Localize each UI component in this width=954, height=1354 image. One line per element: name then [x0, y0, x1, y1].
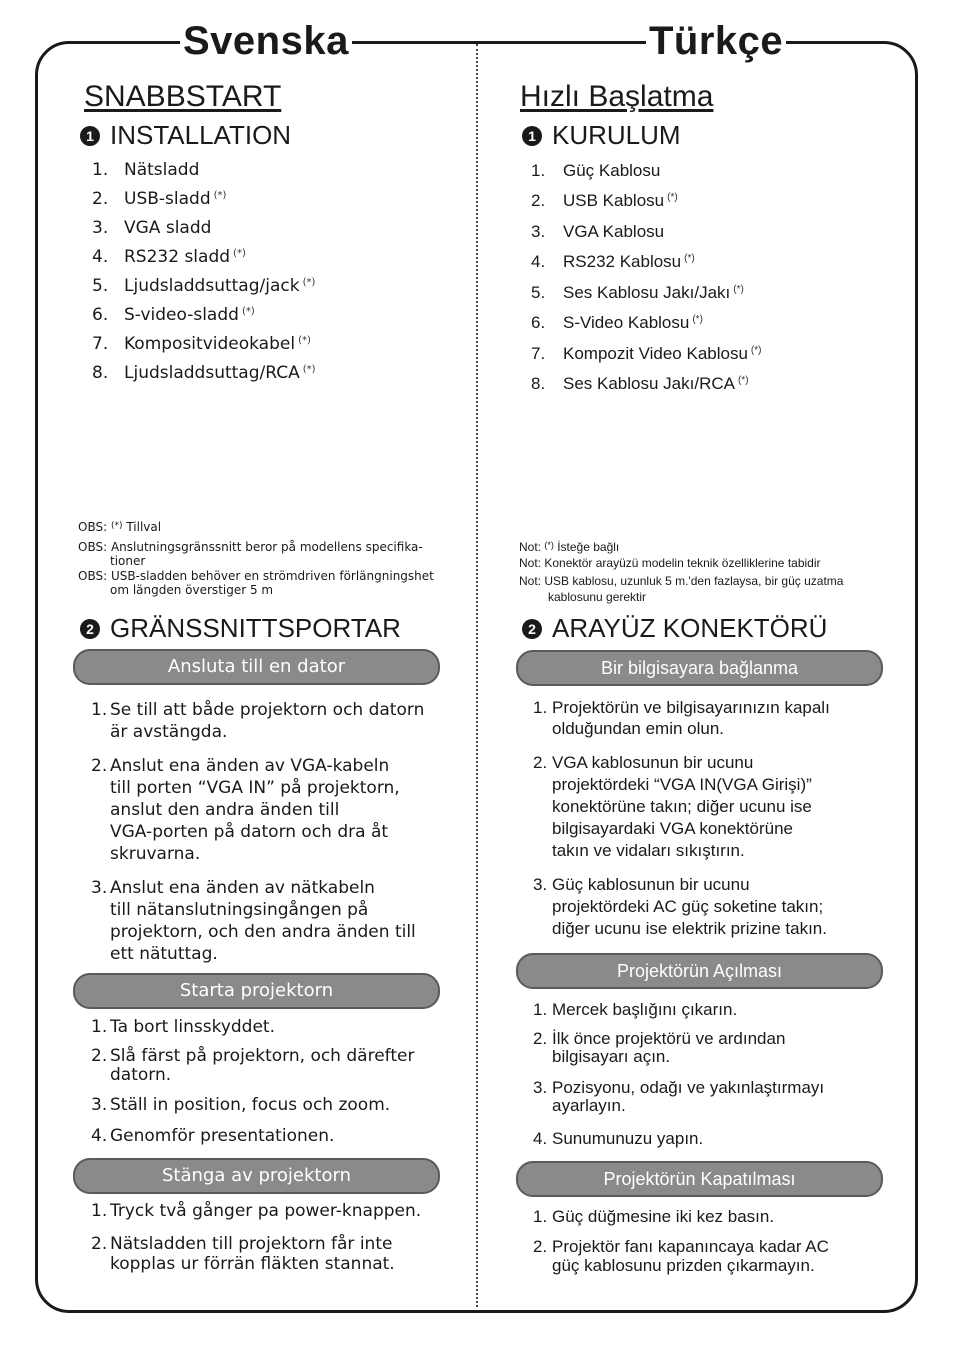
list-item: 3. VGA Kablosu [531, 222, 665, 241]
start-steps [91, 1016, 451, 1147]
list-item: 5. Ses Kablosu Jakı/Jakı (*) [531, 283, 744, 302]
section-title-shutdown: Projektörün Kapatılması [516, 1161, 883, 1197]
list-item: 2. Slå färst på projektorn, och därefter datorn. [91, 1046, 415, 1085]
list-item: 3. Pozisyonu, odağı ve yakınlaştırmayı ayarlayın. [533, 1078, 825, 1115]
connect-steps [91, 699, 451, 965]
note: OBS: USB-sladden behöver en strömdriven förlängningshet om längden överstiger 5 m [78, 569, 434, 597]
quick-start-title: Hızlı Başlatma [520, 80, 714, 113]
note: Not: (*) İsteğe bağlı [519, 540, 620, 554]
connect-steps [533, 697, 903, 940]
list-item: 1. Nätsladd [92, 160, 200, 180]
list-item: 3. Güç kablosunun bir ucunu projektördeki AC güç soketine takın; diğer ucunu ise elektrik prizine takın. [533, 875, 827, 938]
list-item: 4. RS232 Kablosu (*) [531, 252, 695, 271]
list-item: 1. Güç Kablosu [531, 161, 661, 180]
list-item: 6. S-video-sladd (*) [92, 305, 255, 325]
list-item: 7. Kompositvideokabel (*) [92, 334, 311, 354]
list-item: 3. Ställ in position, focus och zoom. [91, 1095, 391, 1115]
list-item: 7. Kompozit Video Kablosu (*) [531, 344, 762, 363]
list-item: 4. RS232 sladd (*) [92, 247, 246, 267]
installation-heading: 1 INSTALLATION [80, 120, 291, 151]
list-item: 6. S-Video Kablosu (*) [531, 313, 703, 332]
shutdown-steps [533, 1206, 903, 1275]
column-divider [476, 44, 478, 1307]
list-item: 4. Sunumunuzu yapın. [533, 1129, 704, 1148]
note: Not: Konektör arayüzü modelin teknik özelliklerine tabidir [519, 556, 821, 570]
installation-heading: 1 KURULUM [522, 120, 681, 151]
step-one-badge: 1 [522, 126, 542, 146]
ports-heading: 2 GRÄNSSNITTSPORTAR [80, 613, 401, 644]
shutdown-steps [91, 1200, 451, 1274]
list-item: 8. Ses Kablosu Jakı/RCA (*) [531, 374, 749, 393]
list-item: 2. Anslut ena änden av VGA-kabeln till porten “VGA IN” på projektorn, anslut den andra änden till VGA-porten på datorn och dra åt skruvarna. [91, 756, 400, 864]
list-item: 1. Mercek başlığını çıkarın. [533, 1000, 738, 1019]
note: Not: USB kablosu, uzunluk 5 m.'den fazlaysa, bir güç uzatma kablosunu gerektir [519, 574, 844, 604]
list-item: 1. Tryck två gånger pa power-knappen. [91, 1201, 422, 1221]
section-title-shutdown: Stänga av projektorn [73, 1158, 440, 1194]
list-item: 2. VGA kablosunun bir ucunu projektördeki “VGA IN(VGA Girişi)” konektörüne takın; diğer ucunu ise bilgisayardaki VGA konektörüne takın ve vidaları sıkıştırın. [533, 753, 812, 860]
list-item: 2. USB-sladd (*) [92, 189, 227, 209]
list-item: 2. İlk önce projektörü ve ardından bilgisayarı açın. [533, 1029, 786, 1066]
list-item: 3. VGA sladd [92, 218, 212, 238]
section-title-start: Projektörün Açılması [516, 953, 883, 989]
note: OBS: Anslutningsgränssnitt beror på modellens specifika- tioner [78, 540, 423, 568]
note: OBS: (*) Tillval [78, 520, 162, 534]
start-steps [533, 999, 903, 1150]
list-item: 1. Se till att både projektorn och datorn är avstängda. [91, 700, 425, 742]
section-title-start: Starta projektorn [73, 973, 440, 1009]
list-item: 3. Anslut ena änden av nätkabeln till nätanslutningsingången på projektorn, och den andra änden till ett nätuttag. [91, 878, 416, 964]
list-item: 2. Nätsladden till projektorn får inte kopplas ur förrän fläkten stannat. [91, 1234, 395, 1274]
list-item: 5. Ljudsladdsuttag/jack (*) [92, 276, 316, 296]
section-title-connect: Ansluta till en dator [73, 649, 440, 685]
list-item: 1. Güç düğmesine iki kez basın. [533, 1207, 775, 1226]
step-one-badge: 1 [80, 126, 100, 146]
list-item: 2. USB Kablosu (*) [531, 191, 678, 210]
step-two-badge: 2 [522, 619, 542, 639]
list-item: 1. Ta bort linsskyddet. [91, 1017, 275, 1037]
section-title-connect: Bir bilgisayara bağlanma [516, 650, 883, 686]
list-item: 4. Genomför presentationen. [91, 1126, 335, 1146]
step-two-badge: 2 [80, 619, 100, 639]
language-title-turkish: Türkçe [646, 18, 786, 64]
language-title-swedish: Svenska [180, 18, 352, 64]
quick-start-title: SNABBSTART [84, 80, 282, 113]
ports-heading: 2 ARAYÜZ KONEKTÖRÜ [522, 613, 827, 644]
list-item: 1. Projektörün ve bilgisayarınızın kapalı olduğundan emin olun. [533, 698, 830, 738]
list-item: 2. Projektör fanı kapanıncaya kadar AC güç kablosunu prizden çıkarmayın. [533, 1237, 829, 1275]
list-item: 8. Ljudsladdsuttag/RCA (*) [92, 363, 316, 383]
